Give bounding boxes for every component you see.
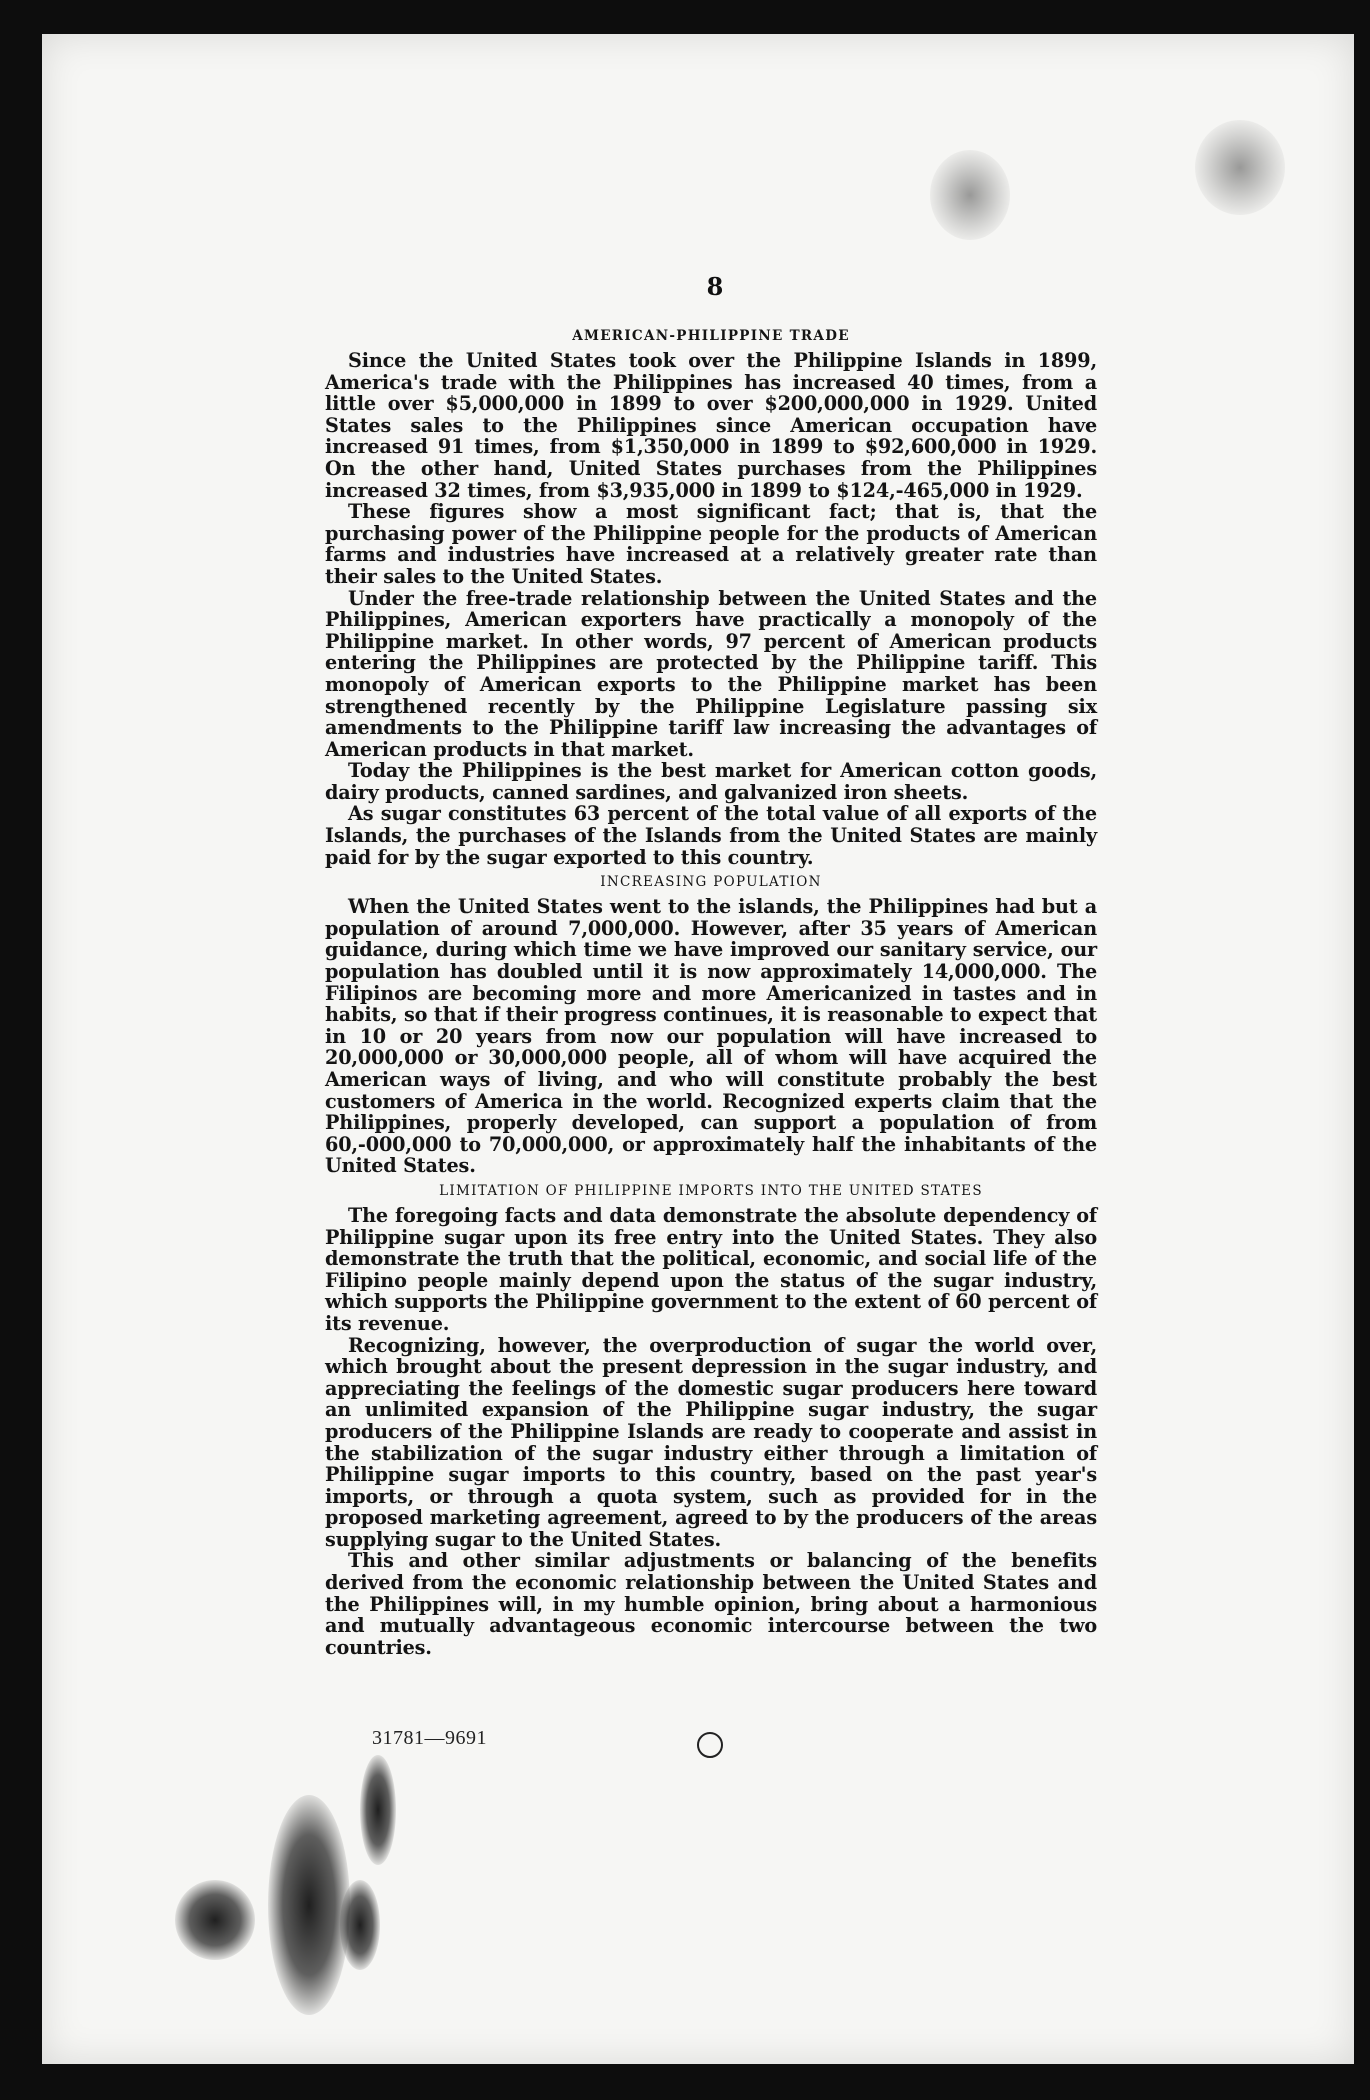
paragraph: These figures show a most significant fact; that is, that the purchasing power of the Philippine people for the products of American farms and industries have increased at a relatively greater rate than their sales to the United States. bbox=[325, 500, 1097, 588]
paragraph: Recognizing, however, the overproduction of sugar the world over, which brought about the present depression in the sugar industry, and appreciating the feelings of the domestic sugar producers here toward an unlimited expansion of the Philippine sugar industry, the sugar producers of the Philippine Islands are ready to cooperate and assist in the stabilization of the sugar industry either through a limitation of Philippine sugar imports to this country, based on the past year's imports, or through a quota system, such as provided for in the proposed marketing agreement, agreed to by the producers of the areas supplying sugar to the United States. bbox=[325, 1333, 1097, 1551]
paragraph: Today the Philippines is the best market for American cotton goods, dairy products, canned sardines, and galvanized iron sheets. bbox=[325, 759, 1097, 804]
ink-blot bbox=[340, 1880, 380, 1970]
paragraph: The foregoing facts and data demonstrate the absolute dependency of Philippine sugar upon its free entry into the United States. They also demonstrate the truth that the political, economic, and social life of the Filipino people mainly depend upon the status of the sugar industry, which supports the Philippine government to the extent of 60 percent of its revenue. bbox=[325, 1203, 1097, 1335]
print-job-code: 31781—9691 bbox=[372, 1727, 487, 1749]
section-heading-population: INCREASING POPULATION bbox=[600, 874, 822, 891]
ink-blot bbox=[175, 1880, 255, 1960]
circle-mark-icon bbox=[697, 1732, 723, 1758]
scan-smudge bbox=[930, 150, 1010, 240]
paragraph: This and other similar adjustments or balancing of the benefits derived from the economic relationship between the United States and the Philippines will, in my humble opinion, bring about a harmonious and mutually advantageous economic intercourse between the two countries. bbox=[325, 1549, 1097, 1659]
section-heading-trade: AMERICAN-PHILIPPINE TRADE bbox=[572, 328, 850, 344]
paragraph: As sugar constitutes 63 percent of the total value of all exports of the Islands, the purchases of the Islands from the United States are mainly paid for by the sugar exported to this country. bbox=[325, 802, 1097, 869]
paragraph: When the United States went to the islands, the Philippines had but a population of around 7,000,000. However, after 35 years of American guidance, during which time we have improved our sanitary service, our population has doubled until it is now approximately 14,000,000. The Filipinos are becoming more and more Americanized in tastes and in habits, so that if their progress continues, it is reasonable to expect that in 10 or 20 years from now our population will have increased to 20,000,000 or 30,000,000 people, all of whom will have acquired the American ways of living, and who will constitute probably the best customers of America in the world. Recognized experts claim that the Philippines, properly developed, can support a population of from 60,-000,000 to 70,000,000, or approximately half the inhabitants of the United States. bbox=[325, 895, 1097, 1178]
ink-blot bbox=[360, 1755, 396, 1865]
paragraph: Since the United States took over the Philippine Islands in 1899, America's trade with the Philippines has increased 40 times, from a little over $5,000,000 in 1899 to over $200,000,000 in 1929. United States sales to the Philippines since American occupation have increased 91 times, from $1,350,000 in 1899 to $92,600,000 in 1929. On the other hand, United States purchases from the Philippines increased 32 times, from $3,935,000 in 1899 to $124,-465,000 in 1929. bbox=[325, 349, 1097, 502]
paragraph: Under the free-trade relationship between the United States and the Philippines, American exporters have practically a monopoly of the Philippine market. In other words, 97 percent of American products entering the Philippines are protected by the Philippine tariff. This monopoly of American exports to the Philippine market has been strengthened recently by the Philippine Legislature passing six amendments to the Philippine tariff law increasing the advantages of American products in that market. bbox=[325, 586, 1097, 761]
document-body bbox=[325, 326, 1097, 1658]
ink-blot bbox=[268, 1795, 350, 2015]
page-number: 8 bbox=[706, 272, 724, 301]
scan-smudge bbox=[1195, 120, 1285, 215]
section-heading-limitation: LIMITATION OF PHILIPPINE IMPORTS INTO THE UNITED STATES bbox=[439, 1182, 983, 1199]
